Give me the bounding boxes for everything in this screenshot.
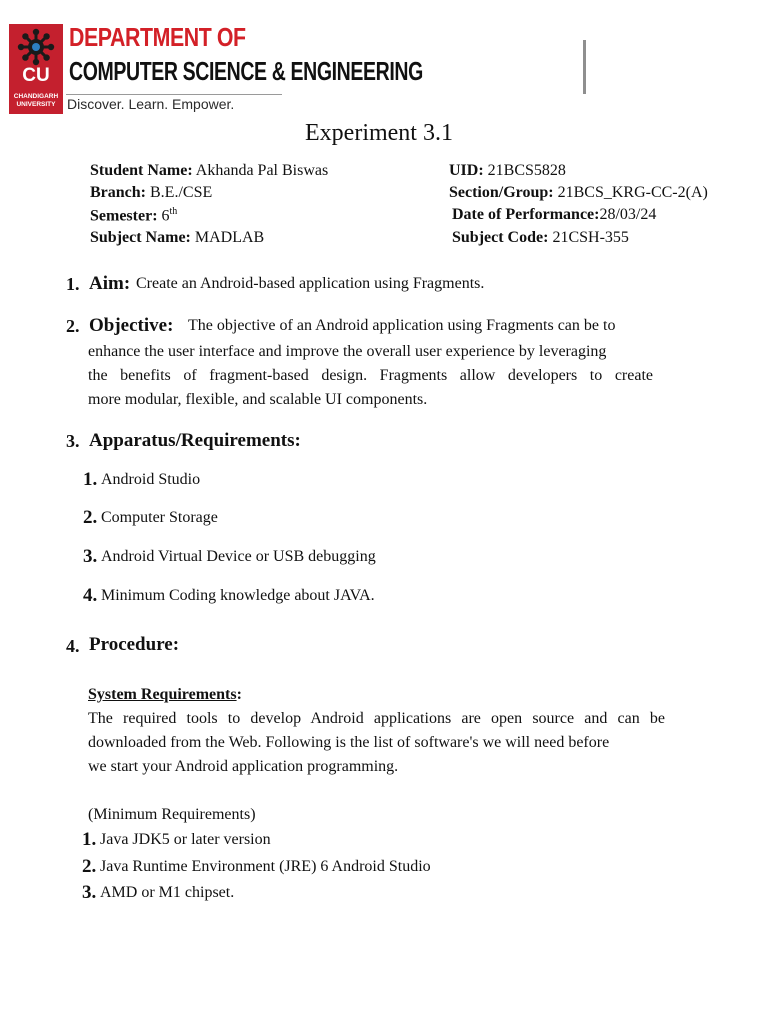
procedure-line2: downloaded from the Web. Following is the list of software's we will need before — [88, 734, 610, 751]
objective-line3: the benefits of fragment-based design. Fragments allow developers to create — [88, 367, 653, 384]
experiment-title: Experiment 3.1 — [305, 120, 453, 146]
apparatus-heading: Apparatus/Requirements: — [89, 430, 301, 451]
min-req-item-text: Java JDK5 or later version — [100, 831, 271, 848]
date-label: Date of Performance: — [452, 206, 600, 223]
section-value: 21BCS_KRG-CC-2(A) — [553, 184, 708, 201]
subject-code-value: 21CSH-355 — [548, 229, 629, 246]
header-vertical-bar — [583, 40, 586, 94]
min-req-item-text: Java Runtime Environment (JRE) 6 Android Studio — [100, 858, 431, 875]
logo-cu-text: CU — [22, 65, 50, 86]
uid-field — [449, 162, 566, 180]
department-title-line2: COMPUTER SCIENCE & ENGINEERING — [69, 56, 423, 86]
system-requirements-colon: : — [236, 686, 242, 703]
semester-suffix: th — [169, 206, 178, 217]
branch-value: B.E./CSE — [146, 184, 213, 201]
student-name-field — [90, 162, 328, 180]
aim-number: 1. — [66, 274, 80, 294]
semester-label: Semester: — [90, 207, 158, 225]
apparatus-item-number: 2. — [83, 507, 98, 528]
aim-heading: Aim: — [89, 273, 131, 294]
objective-line4: more modular, flexible, and scalable UI components. — [88, 391, 428, 408]
student-name-value: Akhanda Pal Biswas — [192, 162, 329, 179]
subject-code-label: Subject Code: — [452, 229, 549, 246]
aim-text: Create an Android-based application using Fragments. — [136, 275, 485, 292]
procedure-number: 4. — [66, 636, 80, 656]
date-field — [452, 206, 656, 224]
objective-line1: The objective of an Android application using Fragments can be to — [188, 317, 616, 334]
logo-university-text: CHANDIGARH UNIVERSITY — [13, 93, 59, 108]
apparatus-item-number: 1. — [83, 469, 98, 490]
objective-heading: Objective: — [89, 315, 174, 336]
university-logo — [9, 24, 63, 114]
procedure-line1: The required tools to develop Android applications are open source and can be — [88, 710, 665, 727]
procedure-heading: Procedure: — [89, 634, 180, 655]
subject-name-value: MADLAB — [190, 229, 265, 246]
header-divider — [66, 94, 282, 95]
apparatus-item-text: Computer Storage — [101, 509, 218, 526]
objective-number: 2. — [66, 316, 80, 336]
min-req-item-text: AMD or M1 chipset. — [100, 884, 235, 901]
minimum-requirements-label: (Minimum Requirements) — [88, 806, 256, 823]
date-value: 28/03/24 — [599, 206, 657, 223]
semester-field — [90, 206, 177, 225]
tagline: Discover. Learn. Empower. — [67, 96, 235, 112]
apparatus-item-text: Android Studio — [101, 471, 201, 488]
min-req-item-number: 2. — [82, 856, 97, 877]
apparatus-item-text: Minimum Coding knowledge about JAVA. — [101, 587, 375, 604]
subject-name-label: Subject Name: — [90, 229, 191, 246]
objective-line2: enhance the user interface and improve the overall user experience by leveraging — [88, 343, 607, 360]
branch-label: Branch: — [90, 184, 146, 201]
procedure-line3: we start your Android application programming. — [88, 758, 399, 775]
subject-name-field — [90, 229, 264, 247]
department-title-line1: DEPARTMENT OF — [69, 22, 246, 52]
apparatus-item-number: 4. — [83, 585, 98, 606]
section-label: Section/Group: — [449, 184, 554, 201]
student-name-label: Student Name: — [90, 162, 193, 179]
apparatus-item-text: Android Virtual Device or USB debugging — [101, 548, 376, 565]
semester-value: 6 — [157, 207, 170, 225]
uid-value: 21BCS5828 — [483, 162, 566, 179]
apparatus-item-number: 3. — [83, 546, 98, 567]
min-req-item-number: 1. — [82, 829, 97, 850]
system-requirements-label: System Requirements — [88, 686, 237, 703]
section-field — [449, 184, 708, 202]
subject-code-field — [452, 229, 629, 247]
min-req-item-number: 3. — [82, 882, 97, 903]
system-requirements-heading — [88, 686, 242, 704]
apparatus-number: 3. — [66, 431, 80, 451]
branch-field — [90, 184, 212, 202]
uid-label: UID: — [449, 162, 484, 179]
